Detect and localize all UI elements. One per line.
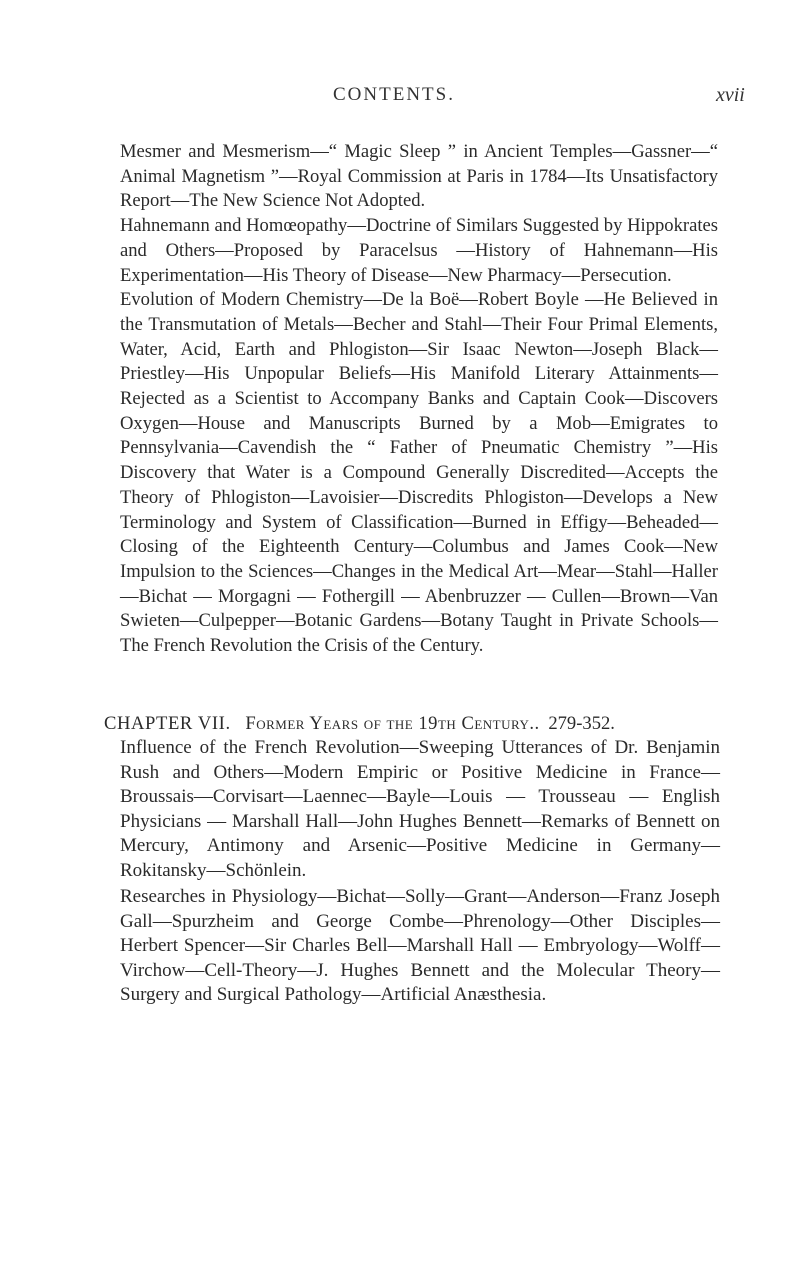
- chapter-pages: 279-352.: [548, 713, 615, 734]
- paragraph-mesmerism: Mesmer and Mesmerism—“ Magic Sleep ” in Ancient Temples—Gassner—“ Animal Magnetism ”—Royal Commission at Paris in 1784—Its Unsatisfactory Report—The New Science Not Adopted.: [120, 141, 718, 212]
- paragraph-french-revolution: Influence of the French Revolution—Sweeping Utterances of Dr. Benjamin Rush and Others—Modern Empiric or Positive Medicine in France—Broussais—Corvisart—Laennec—Bayle—Louis — Trousseau — English Physicians — Marshall Hall—John Hughes Bennett—Remarks of Bennett on Mercury, Antimony and Arsenic—Positive Medicine in Germany—Rokitansky—Schönlein.: [120, 737, 720, 881]
- paragraph-chemistry: Evolution of Modern Chemistry—De la Boë—Robert Boyle —He Believed in the Transmutation of Metals—Becher and Stahl—Their Four Primal Elements, Water, Acid, Earth and Phlogiston—Sir Isaac Newton—Joseph Black—Priestley—His Unpopular Beliefs—His Manifold Literary Attainments—Rejected as a Scientist to Accompany Banks and Captain Cook—Discovers Oxygen—House and Manuscripts Burned by a Mob—Emigrates to Pennsylvania—Cavendish the “ Father of Pneumatic Chemistry ”—His Discovery that Water is a Compound Generally Discredited—Accepts the Theory of Phlogiston—Lavoisier—Discredits Phlogiston—Develops a New Terminology and System of Classification—Burned in Effigy—Beheaded—Closing of the Eighteenth Century—Columbus and James Cook—New Impulsion to the Sciences—Changes in the Medical Art—Mear—Stahl—Haller —Bichat — Morgagni — Fothergill — Abenbruzzer — Cullen—Brown—Van Swieten—Culpepper—Botanic Gardens—Botany Taught in Private Schools—The French Revolution the Crisis of the Century.: [120, 289, 718, 657]
- contents-summary-bottom: [120, 736, 720, 1008]
- chapter-title: Former Years of the 19th Century..: [245, 713, 540, 734]
- page-number: xvii: [716, 84, 745, 106]
- chapter-heading: [104, 711, 724, 736]
- paragraph-physiology: Researches in Physiology—Bichat—Solly—Grant—Anderson—Franz Joseph Gall—Spurzheim and George Combe—Phrenology—Other Disciples—Herbert Spencer—Sir Charles Bell—Marshall Hall — Embryology—Wolff—Virchow—Cell-Theory—J. Hughes Bennett and the Molecular Theory—Surgery and Surgical Pathology—Artificial Anæsthesia.: [120, 886, 720, 1005]
- paragraph-homoeopathy: Hahnemann and Homœopathy—Doctrine of Similars Suggested by Hippokrates and Others—Proposed by Paracelsus —History of Hahnemann—His Experimentation—His Theory of Disease—New Pharmacy—Persecution.: [120, 215, 718, 286]
- running-header: [0, 84, 800, 114]
- running-title: CONTENTS.: [333, 84, 455, 105]
- contents-summary-top: [120, 140, 718, 659]
- chapter-label: CHAPTER VII.: [104, 713, 231, 734]
